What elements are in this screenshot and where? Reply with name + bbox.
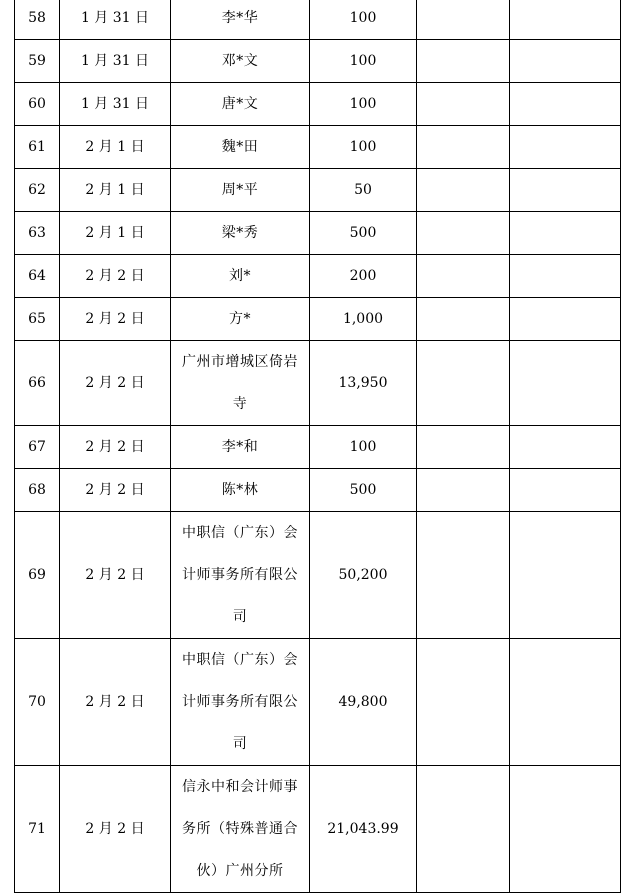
donor-name-text: 陈*林 [221, 482, 259, 498]
donation-date: 2 月 2 日 [60, 639, 171, 766]
donor-name-text: 方* [229, 311, 251, 327]
donor-name-text: 刘* [229, 268, 251, 284]
table-row [15, 212, 621, 255]
table-row [15, 0, 621, 40]
donor-name [171, 512, 310, 639]
donation-amount: 100 [310, 426, 417, 469]
empty-cell [417, 212, 510, 255]
donor-name-text: 信永中和会计师事务所（特殊普通合伙）广州分所 [182, 779, 298, 879]
donor-name [171, 0, 310, 40]
donor-name [171, 126, 310, 169]
donor-name-text: 中职信（广东）会计师事务所有限公司 [182, 652, 298, 752]
table-row [15, 126, 621, 169]
donor-name-text: 唐*文 [221, 96, 259, 112]
empty-cell [417, 512, 510, 639]
row-number: 67 [15, 426, 60, 469]
table-row [15, 766, 621, 893]
table-row [15, 169, 621, 212]
empty-cell [417, 298, 510, 341]
donor-name [171, 169, 310, 212]
empty-cell [510, 766, 621, 893]
empty-cell [510, 469, 621, 512]
donation-amount: 13,950 [310, 341, 417, 426]
empty-cell [510, 0, 621, 40]
donation-amount: 50,200 [310, 512, 417, 639]
empty-cell [510, 169, 621, 212]
donor-name-text: 中职信（广东）会计师事务所有限公司 [182, 525, 298, 625]
empty-cell [510, 212, 621, 255]
empty-cell [417, 426, 510, 469]
donation-date: 2 月 2 日 [60, 341, 171, 426]
donor-name [171, 212, 310, 255]
row-number: 68 [15, 469, 60, 512]
empty-cell [510, 426, 621, 469]
row-number: 66 [15, 341, 60, 426]
empty-cell [417, 40, 510, 83]
table-row [15, 83, 621, 126]
donation-date: 2 月 2 日 [60, 255, 171, 298]
table-row [15, 469, 621, 512]
table-row [15, 40, 621, 83]
empty-cell [510, 255, 621, 298]
donor-name [171, 639, 310, 766]
donation-date: 1 月 31 日 [60, 83, 171, 126]
empty-cell [417, 766, 510, 893]
donor-name [171, 40, 310, 83]
donor-name-text: 李*华 [221, 10, 259, 26]
donation-amount: 500 [310, 469, 417, 512]
row-number: 60 [15, 83, 60, 126]
row-number: 70 [15, 639, 60, 766]
donation-amount: 500 [310, 212, 417, 255]
row-number: 63 [15, 212, 60, 255]
row-number: 58 [15, 0, 60, 40]
donation-amount: 200 [310, 255, 417, 298]
table-row [15, 426, 621, 469]
empty-cell [417, 126, 510, 169]
empty-cell [510, 83, 621, 126]
empty-cell [417, 469, 510, 512]
table-row [15, 512, 621, 639]
row-number: 61 [15, 126, 60, 169]
donor-name-text: 邓*文 [221, 53, 259, 69]
table-row [15, 255, 621, 298]
donation-date: 2 月 2 日 [60, 512, 171, 639]
donation-amount: 49,800 [310, 639, 417, 766]
row-number: 69 [15, 512, 60, 639]
donation-date: 2 月 1 日 [60, 126, 171, 169]
row-number: 59 [15, 40, 60, 83]
donor-name-text: 周*平 [221, 182, 259, 198]
empty-cell [510, 341, 621, 426]
donor-name-text: 魏*田 [221, 139, 259, 155]
donor-name [171, 469, 310, 512]
empty-cell [510, 126, 621, 169]
empty-cell [417, 0, 510, 40]
donation-amount: 100 [310, 0, 417, 40]
row-number: 62 [15, 169, 60, 212]
empty-cell [510, 639, 621, 766]
donation-date: 1 月 31 日 [60, 0, 171, 40]
donation-date: 2 月 2 日 [60, 426, 171, 469]
empty-cell [417, 255, 510, 298]
donor-name-text: 李*和 [221, 439, 259, 455]
donor-name [171, 426, 310, 469]
row-number: 65 [15, 298, 60, 341]
empty-cell [510, 512, 621, 639]
empty-cell [417, 639, 510, 766]
donation-date: 2 月 2 日 [60, 298, 171, 341]
donor-name-text: 广州市增城区倚岩寺 [182, 354, 298, 412]
donation-date: 2 月 2 日 [60, 766, 171, 893]
row-number: 71 [15, 766, 60, 893]
donor-name [171, 255, 310, 298]
empty-cell [417, 341, 510, 426]
donation-date: 2 月 1 日 [60, 212, 171, 255]
empty-cell [417, 83, 510, 126]
donation-amount: 100 [310, 40, 417, 83]
donation-date: 2 月 2 日 [60, 469, 171, 512]
table-row [15, 341, 621, 426]
empty-cell [417, 169, 510, 212]
donation-amount: 100 [310, 83, 417, 126]
donor-name [171, 298, 310, 341]
table-row [15, 639, 621, 766]
donor-name [171, 766, 310, 893]
donor-name-text: 梁*秀 [221, 225, 259, 241]
donation-amount: 1,000 [310, 298, 417, 341]
table-row [15, 298, 621, 341]
empty-cell [510, 298, 621, 341]
donation-table [14, 0, 621, 893]
empty-cell [510, 40, 621, 83]
donation-amount: 21,043.99 [310, 766, 417, 893]
donation-date: 1 月 31 日 [60, 40, 171, 83]
donor-name [171, 83, 310, 126]
donation-date: 2 月 1 日 [60, 169, 171, 212]
row-number: 64 [15, 255, 60, 298]
donor-name [171, 341, 310, 426]
donation-amount: 100 [310, 126, 417, 169]
donation-amount: 50 [310, 169, 417, 212]
